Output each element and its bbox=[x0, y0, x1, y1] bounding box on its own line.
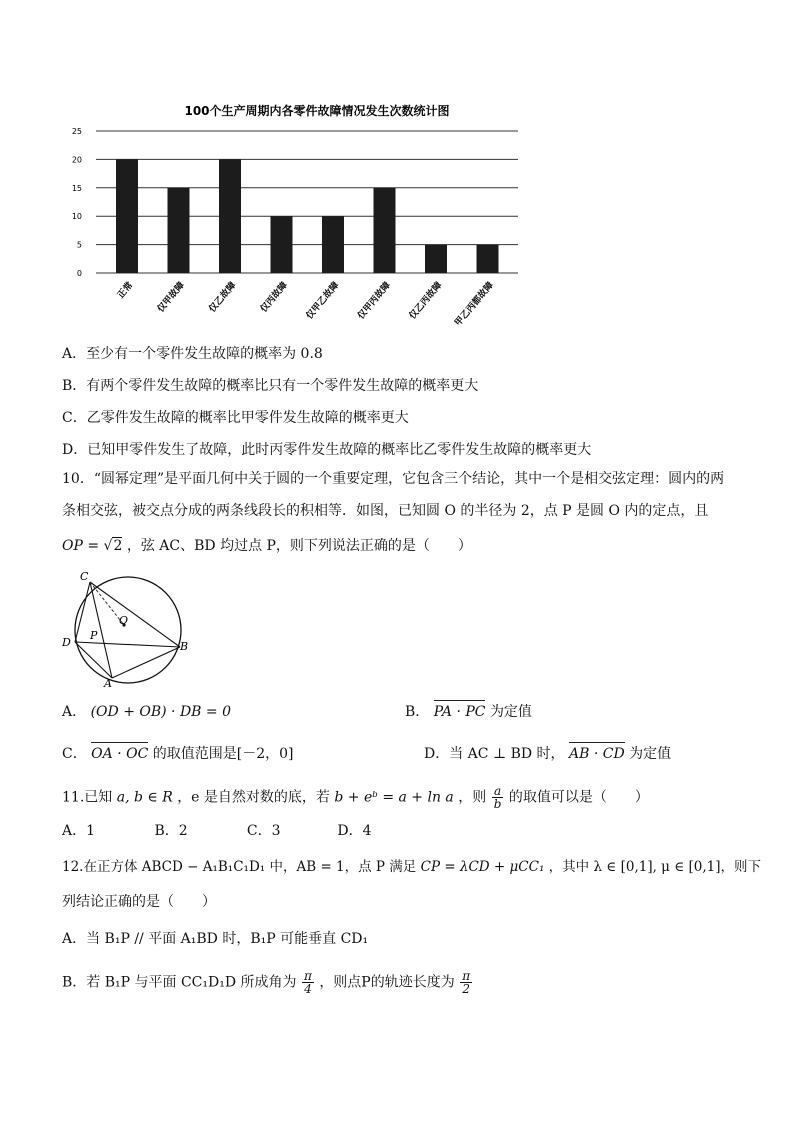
segment-da bbox=[75, 642, 112, 678]
q12-angle-num: π bbox=[303, 969, 312, 983]
q12-stem-line1 bbox=[62, 858, 761, 876]
bar-5 bbox=[374, 188, 396, 273]
segment-dc bbox=[75, 582, 90, 642]
bar-0 bbox=[116, 159, 138, 273]
q9-option-a[interactable]: A．至少有一个零件发生故障的概率为 0.8 bbox=[62, 346, 323, 362]
q10-stem-tail: ，弦 AC、BD 均过点 P，则下列说法正确的是（ ） bbox=[126, 538, 472, 554]
q11-mid2: ，则 bbox=[458, 789, 487, 806]
x-tick-label-5: 仅甲丙故障 bbox=[356, 280, 393, 322]
label-o: O bbox=[119, 614, 129, 627]
bar-2 bbox=[219, 159, 241, 273]
q11-option-c[interactable]: C．3 bbox=[246, 823, 281, 839]
q10-option-a[interactable] bbox=[62, 703, 231, 721]
q10-option-c-suffix: 的取值范围是[－2，0] bbox=[152, 746, 294, 762]
y-tick-label-3: 15 bbox=[71, 183, 82, 193]
q11-fraction-den: b bbox=[493, 797, 502, 811]
y-tick-label-4: 20 bbox=[71, 155, 82, 165]
q12-length-fraction bbox=[460, 970, 472, 995]
q10-option-d[interactable] bbox=[424, 745, 671, 763]
fault-bar-chart bbox=[60, 95, 535, 330]
chart-title: 100个生产周期内各零件故障情况发生次数统计图 bbox=[184, 104, 450, 118]
q12-stem-line2: 列结论正确的是（ ） bbox=[62, 894, 216, 910]
y-tick-label-1: 5 bbox=[76, 240, 82, 250]
q10-option-b-prefix: B． bbox=[405, 704, 430, 720]
x-tick-label-6: 仅乙丙故障 bbox=[407, 280, 445, 322]
bar-3 bbox=[271, 216, 293, 273]
x-tick-label-3: 仅丙故障 bbox=[258, 280, 290, 315]
q11-fraction-num: a bbox=[493, 784, 502, 798]
q10-option-b-suffix: 为定值 bbox=[489, 704, 532, 720]
q10-stem-line2: 条相交弦，被交点分成的两条线段长的积相等．如图，已知圆 O 的半径为 2，点 P 是圆 O 内的定点，且 bbox=[62, 503, 709, 519]
chart-svg bbox=[60, 95, 535, 330]
q10-stem-line1: 10．“圆幂定理”是平面几何中关于圆的一个重要定理，它包含三个结论，其中一个是相交弦定理：圆内的两 bbox=[62, 471, 725, 487]
q12-length-num: π bbox=[462, 969, 471, 983]
q9-option-b[interactable]: B．有两个零件发生故障的概率比只有一个零件发生故障的概率更大 bbox=[62, 378, 479, 394]
q12-option-b-prefix: B．若 B₁P 与平面 CC₁D₁D 所成角为 bbox=[62, 974, 297, 991]
q10-option-d-suffix: 为定值 bbox=[629, 746, 672, 762]
q12-stem-part2: ，其中 λ ∈ [0,1], μ ∈ [0,1]，则下 bbox=[548, 859, 762, 875]
label-a: A bbox=[104, 677, 112, 688]
q11-math-domain: a, b ∈ R bbox=[116, 789, 173, 806]
q10-option-d-math: AB · CD bbox=[568, 746, 625, 762]
q12-length-den: 2 bbox=[462, 982, 470, 996]
q10-option-a-prefix: A． bbox=[62, 704, 87, 720]
q10-option-a-math: (OD + OB) · DB = 0 bbox=[90, 704, 232, 720]
q10-option-c-prefix: C． bbox=[62, 746, 87, 762]
q10-option-b[interactable] bbox=[405, 703, 532, 721]
bar-7 bbox=[477, 245, 499, 273]
q11-option-b[interactable]: B．2 bbox=[154, 823, 188, 839]
x-tick-label-7: 甲乙丙都故障 bbox=[453, 280, 496, 329]
q12-vector-equation: CP = λCD + μCC₁ bbox=[420, 859, 545, 875]
q10-option-c-math: OA · OC bbox=[91, 746, 149, 762]
q10-option-b-math: PA · PC bbox=[433, 704, 486, 720]
y-tick-label-2: 10 bbox=[71, 212, 82, 222]
q10-stem-line3: OP = √2 ，弦 AC、BD 均过点 P，则下列说法正确的是（ ） bbox=[62, 538, 472, 554]
q10-option-d-prefix: D．当 AC ⊥ BD 时， bbox=[424, 746, 565, 762]
q11-prefix: 11.已知 bbox=[62, 789, 113, 806]
q11-fraction bbox=[492, 785, 504, 810]
x-tick-label-1: 仅甲故障 bbox=[155, 280, 187, 315]
label-p: P bbox=[90, 629, 98, 642]
label-d: D bbox=[62, 636, 71, 649]
sqrt-value: 2 bbox=[113, 538, 123, 554]
segment-cb bbox=[90, 582, 180, 647]
y-tick-label-5: 25 bbox=[71, 127, 82, 136]
q9-option-d[interactable]: D．已知甲零件发生了故障，此时丙零件发生故障的概率比乙零件发生故障的概率更大 bbox=[62, 442, 592, 458]
q12-angle-den: 4 bbox=[304, 982, 312, 996]
q11-suffix: 的取值可以是（ ） bbox=[508, 789, 649, 806]
q11-math-equation: b + eᵇ = a + ln a bbox=[334, 789, 454, 806]
q12-option-a[interactable]: A．当 B₁P // 平面 A₁BD 时，B₁P 可能垂直 CD₁ bbox=[62, 931, 369, 947]
x-tick-label-0: 正常 bbox=[116, 280, 136, 301]
q12-angle-fraction bbox=[302, 970, 314, 995]
q11-option-d[interactable]: D．4 bbox=[337, 823, 372, 839]
q11-option-a[interactable]: A．1 bbox=[62, 823, 96, 839]
bar-1 bbox=[168, 188, 190, 273]
q12-stem-part1: 12.在正方体 ABCD − A₁B₁C₁D₁ 中，AB = 1，点 P 满足 bbox=[62, 859, 417, 875]
q12-option-b[interactable] bbox=[62, 970, 473, 995]
q11-stem bbox=[62, 785, 649, 810]
label-c: C bbox=[80, 570, 89, 583]
label-b: B bbox=[180, 640, 189, 653]
circle-figure bbox=[62, 570, 192, 688]
y-tick-label-0: 0 bbox=[76, 269, 82, 278]
bar-6 bbox=[425, 245, 447, 273]
x-tick-label-4: 仅甲乙故障 bbox=[304, 280, 342, 322]
q10-option-c[interactable] bbox=[62, 745, 294, 763]
q12-option-b-mid: ，则点P的轨迹长度为 bbox=[319, 974, 455, 991]
x-tick-label-2: 仅乙故障 bbox=[207, 280, 239, 315]
bar-4 bbox=[322, 216, 344, 273]
q11-options bbox=[62, 822, 372, 840]
q9-option-c[interactable]: C．乙零件发生故障的概率比甲零件发生故障的概率更大 bbox=[62, 410, 409, 426]
q11-mid1: ，e 是自然对数的底，若 bbox=[177, 789, 330, 806]
op-expression: OP = bbox=[62, 538, 100, 554]
chord-bd bbox=[75, 642, 180, 647]
